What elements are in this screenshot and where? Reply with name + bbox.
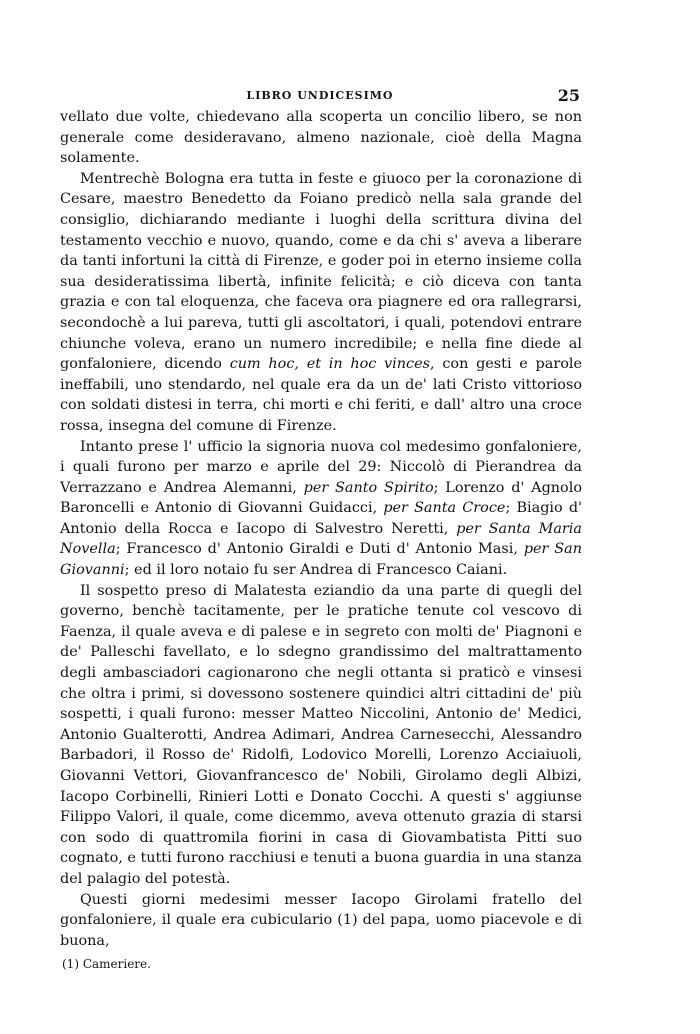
italic-text: per Santa Maria Novella xyxy=(60,520,582,558)
text-run: ; Biagio d' Antonio della Rocca e Iacopo di Salvestro Neretti, xyxy=(60,500,582,537)
running-title: LIBRO UNDICESIMO xyxy=(246,89,394,102)
italic-text: per Santa Croce xyxy=(383,500,506,517)
text-run: ; ed il loro notaio fu ser Andrea di Francesco Caiani. xyxy=(124,562,508,579)
paragraph xyxy=(60,581,582,890)
footnote: (1) Cameriere. xyxy=(62,957,151,971)
italic-text: cum hoc, et in hoc vinces xyxy=(229,356,431,373)
text-run: Intanto prese l' ufficio la signoria nuova col medesimo gonfaloniere, i quali furono per marzo e aprile del 29: Niccolò di Pierandrea da Verrazzano e Andrea Alemanni, xyxy=(60,438,582,496)
paragraph xyxy=(60,890,582,952)
paragraph xyxy=(60,169,582,437)
text-run: Questi giorni medesimi messer Iacopo Girolami fratello del gonfaloniere, il quale era cubiculario xyxy=(60,891,582,929)
paragraph xyxy=(60,107,582,169)
text-run: Mentrechè Bologna era tutta in feste e giuoco per la coronazione di Cesare, maestro Benedetto da Foiano predicò nella sala grande del consiglio, dichiarando mediante i luoghi della scrittura divina del testamento vecchio e nuovo, quando, come e da chi s' aveva a liberare da tanti infortuni la città di Firenze, e goder poi in eterno insieme colla sua desideratissima libertà, infinite felicità; e ciò diceva con tanta grazia e con tal eloquenza, che faceva ora piagnere ed ora rallegrarsi, secondochè a lui pareva, tutti gli ascoltatori, i quali, potendovi entrare chiunche voleva, erano un numero incredibile; e nella fine diede al gonfaloniere, dicendo xyxy=(60,170,582,373)
paragraph xyxy=(60,437,582,581)
text-run: ; Francesco d' Antonio Giraldi e Duti d' Antonio Masi, xyxy=(115,541,524,558)
text-run: ; Lorenzo d' Agnolo Baroncelli e Antonio di Giovanni Guidacci, xyxy=(60,479,582,517)
text-run: Il sospetto preso di Malatesta eziandio da una parte di quegli del governo, benchè tacitamente, per le pratiche tenute col vescovo di Faenza, il quale aveva e di palese e in segreto con molti de' Piagnoni e de' Palleschi favellato, e lo sdegno grandissimo del maltrattamento degli ambasciadori cagionarono che negli ottanta si praticò e vinsesi che oltra i primi, si dovessono sostenere quindici altri cittadini de' più sospetti, i quali furono: messer Matteo Niccolini, Antonio de' Medici, Antonio Gualterotti, Andrea Adimari, Andrea Carnesecchi, Alessandro Barbadori, il Rosso de' Ridolfi, Lodovico Morelli, Lorenzo Acciaiuoli, Giovanni Vettori, Giovanfrancesco de' Nobili, Girolamo degli Albizi, Iacopo Corbinelli, Rinieri Lotti e Donato Cocchi. A questi s' aggiunse Filippo Valori, il quale, come dicemmo, aveva ottenuto grazia di starsi con sodo di quattromila fiorini in casa di Giovambatista Pitti suo cognato, e tutti furono racchiusi e tenuti a buona guardia in una stanza del palagio del potestà. xyxy=(60,582,583,887)
body-text xyxy=(60,107,582,951)
footnote-reference: (1) xyxy=(337,912,358,929)
text-run: vellato due volte, chiedevano alla scoperta un concilio libero, se non generale come desideravano, almeno nazionale, cioè della Magna solamente. xyxy=(60,109,582,167)
text-run: , con gesti e parole ineffabili, uno stendardo, nel quale era da un de' lati Cristo vittorioso con soldati distesi in terra, chi morti e chi feriti, e dall' altro una croce rossa, insegna del comune di Firenze. xyxy=(60,356,582,434)
italic-text: per Santo Spirito xyxy=(303,479,434,496)
italic-text: per San Giovanni xyxy=(60,541,582,579)
page-number: 25 xyxy=(557,86,580,105)
text-run: del papa, uomo piacevole e di buona, xyxy=(60,912,583,949)
